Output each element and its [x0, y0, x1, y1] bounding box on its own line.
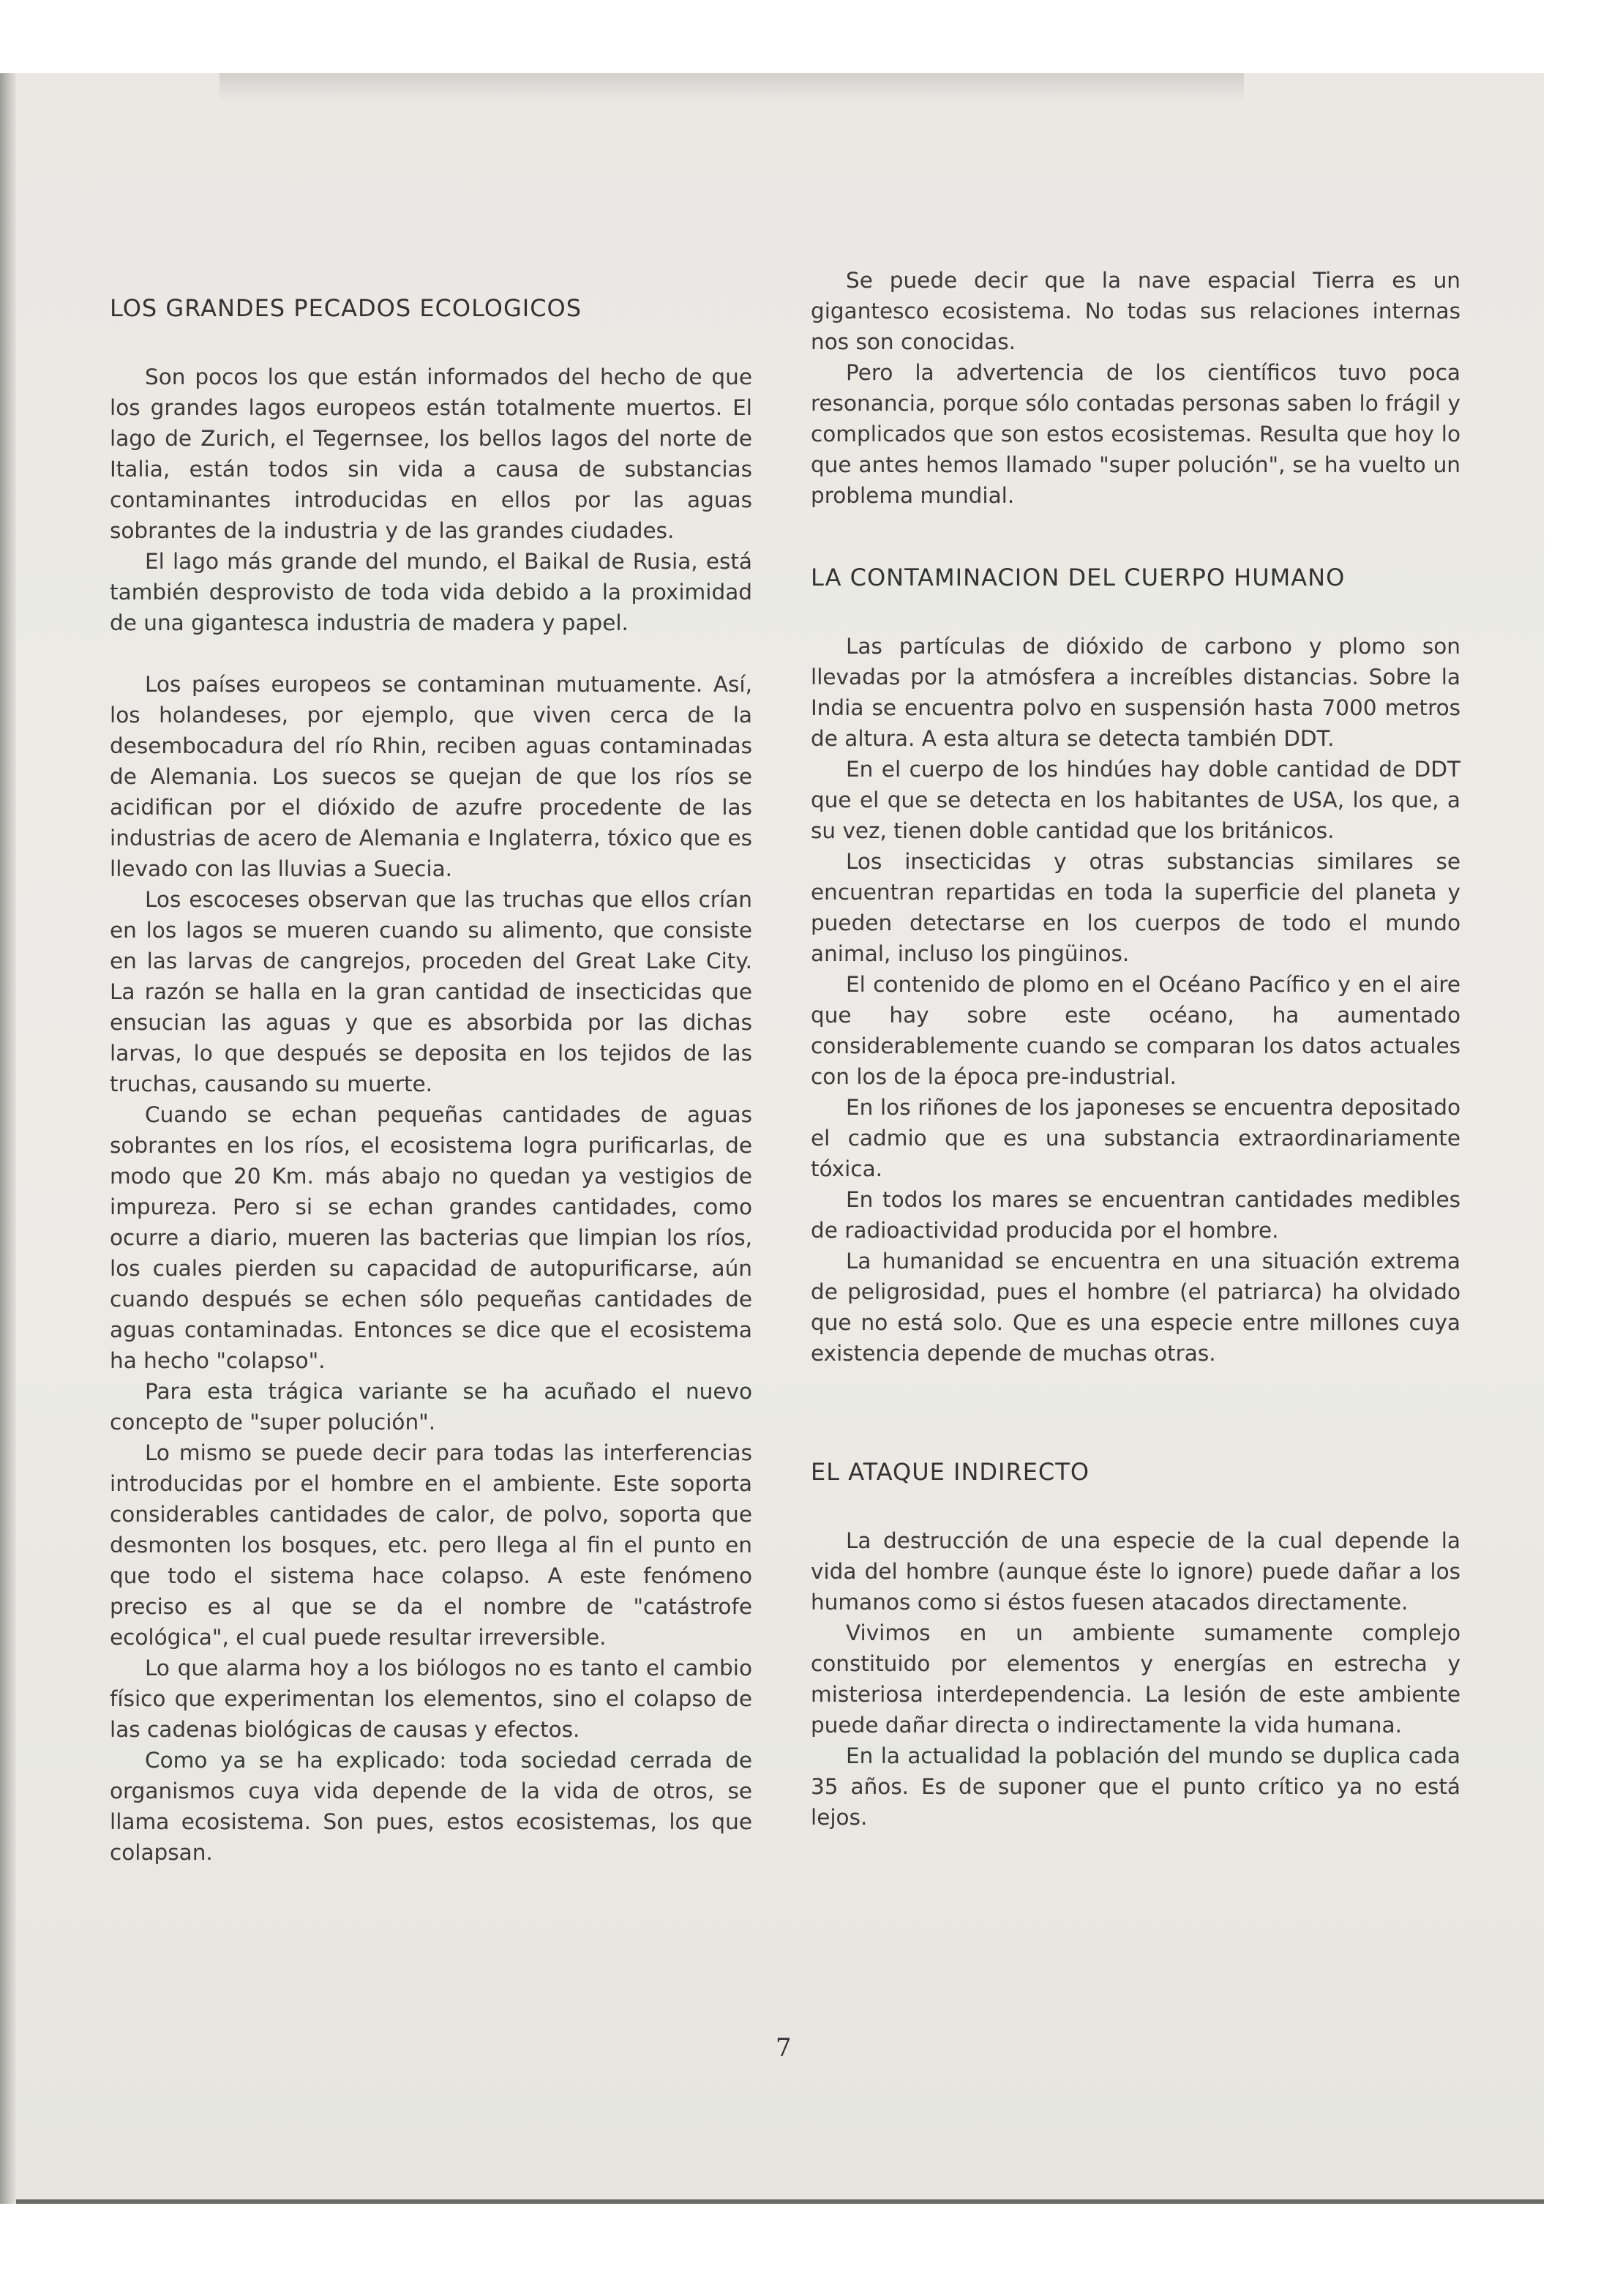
paragraph: Son pocos los que están informados del hecho de que los grandes lagos europeos están totalmente muertos. El lago de Zurich, el Tegernsee, los bellos lagos del norte de Italia, están todos sin vida a causa de substancias contaminantes introducidas en ellos por las aguas sobrantes de la industria y de las grandes ciudades.: [110, 364, 752, 543]
paragraph: Los insecticidas y otras substancias similares se encuentran repartidas en toda la superficie del planeta y pueden detectarse en los cuerpos de todo el mundo animal, incluso los pingüinos.: [811, 849, 1460, 966]
right-column: [811, 265, 1460, 1833]
section-heading-grandes-pecados: LOS GRANDES PECADOS ECOLOGICOS: [110, 294, 582, 322]
binding-edge: [0, 73, 16, 2204]
paragraph: Como ya se ha explicado: toda sociedad cerrada de organismos cuya vida depende de la vida de otros, se llama ecosistema. Son pues, estos ecosistemas, los que colapsan.: [110, 1748, 752, 1865]
paragraph: Las partículas de dióxido de carbono y plomo son llevadas por la atmósfera a increíbles distancias. Sobre la India se encuentra polvo en suspensión hasta 7000 metros de altura. A esta altura se detecta también DDT.: [811, 634, 1460, 751]
paragraph: En los riñones de los japoneses se encuentra depositado el cadmio que es una substancia extraordinariamente tóxica.: [811, 1095, 1460, 1181]
paragraph: El contenido de plomo en el Océano Pacífico y en el aire que hay sobre este océano, ha aumentado considerablemente cuando se comparan los datos actuales con los de la época pre-industrial.: [811, 972, 1460, 1089]
paragraph: Para esta trágica variante se ha acuñado el nuevo concepto de "super polución".: [110, 1379, 752, 1435]
paper-shadow: [220, 73, 1244, 102]
paragraph: Los países europeos se contaminan mutuamente. Así, los holandeses, por ejemplo, que viven cerca de la desembocadura del río Rhin, reciben aguas contaminadas de Alemania. Los suecos se quejan de que los ríos se acidifican por el dióxido de azufre procedente de las industrias de acero de Alemania e Inglaterra, tóxico que es llevado con las lluvias a Suecia.: [110, 672, 752, 881]
section-heading-ataque-indirecto: EL ATAQUE INDIRECTO: [811, 1458, 1090, 1486]
paragraph: El lago más grande del mundo, el Baikal de Rusia, está también desprovisto de toda vida debido a la proximidad de una gigantesca industria de madera y papel.: [110, 549, 752, 635]
paragraph: En todos los mares se encuentran cantidades medibles de radioactividad producida por el hombre.: [811, 1187, 1460, 1243]
page-number: 7: [776, 2033, 792, 2063]
left-column: [110, 293, 752, 1868]
paragraph: Cuando se echan pequeñas cantidades de aguas sobrantes en los ríos, el ecosistema logra purificarlas, de modo que 20 Km. más abajo no quedan ya vestigios de impureza. Pero si se echan grandes cantidades, como ocurre a diario, mueren las bacterias que limpian los ríos, los cuales pierden su capacidad de autopurificarse, aún cuando después se echen sólo pequeñas cantidades de aguas contaminadas. Entonces se dice que el ecosistema ha hecho "colapso".: [110, 1102, 752, 1373]
paragraph: Lo que alarma hoy a los biólogos no es tanto el cambio físico que experimentan los elementos, sino el colapso de las cadenas biológicas de causas y efectos.: [110, 1656, 752, 1742]
paragraph: La humanidad se encuentra en una situación extrema de peligrosidad, pues el hombre (el patriarca) ha olvidado que no está solo. Que es una especie entre millones cuya existencia depende de muchas otras.: [811, 1249, 1460, 1366]
paragraph: Se puede decir que la nave espacial Tierra es un gigantesco ecosistema. No todas sus relaciones internas nos son conocidas.: [811, 268, 1460, 354]
paragraph: Pero la advertencia de los científicos tuvo poca resonancia, porque sólo contadas personas saben lo frágil y complicados que son estos ecosistemas. Resulta que hoy lo que antes hemos llamado "super polución", se ha vuelto un problema mundial.: [811, 360, 1460, 508]
paragraph: La destrucción de una especie de la cual depende la vida del hombre (aunque éste lo ignore) puede dañar a los humanos como si éstos fuesen atacados directamente.: [811, 1528, 1460, 1615]
paragraph: Vivimos en un ambiente sumamente complejo constituido por elementos y energías en estrecha y misteriosa interdependencia. La lesión de este ambiente puede dañar directa o indirectamente la vida humana.: [811, 1620, 1460, 1738]
paragraph: En el cuerpo de los hindúes hay doble cantidad de DDT que el que se detecta en los habitantes de USA, los que, a su vez, tienen doble cantidad que los británicos.: [811, 757, 1460, 843]
section-heading-contaminacion: LA CONTAMINACION DEL CUERPO HUMANO: [811, 564, 1346, 591]
paragraph: En la actualidad la población del mundo se duplica cada 35 años. Es de suponer que el punto crítico ya no está lejos.: [811, 1743, 1460, 1830]
paragraph: Los escoceses observan que las truchas que ellos crían en los lagos se mueren cuando su alimento, que consiste en las larvas de cangrejos, proceden del Great Lake City. La razón se halla en la gran cantidad de insecticidas que ensucian las aguas y que es absorbida por las dichas larvas, lo que después se deposita en los tejidos de las truchas, causando su muerte.: [110, 887, 752, 1096]
paragraph: Lo mismo se puede decir para todas las interferencias introducidas por el hombre en el ambiente. Este soporta considerables cantidades de calor, de polvo, soporta que desmonten los bosques, etc. pero llega al fin el punto en que todo el sistema hace colapso. A este fenómeno preciso es al que se da el nombre de "catástrofe ecológica", el cual puede resultar irreversible.: [110, 1440, 752, 1650]
